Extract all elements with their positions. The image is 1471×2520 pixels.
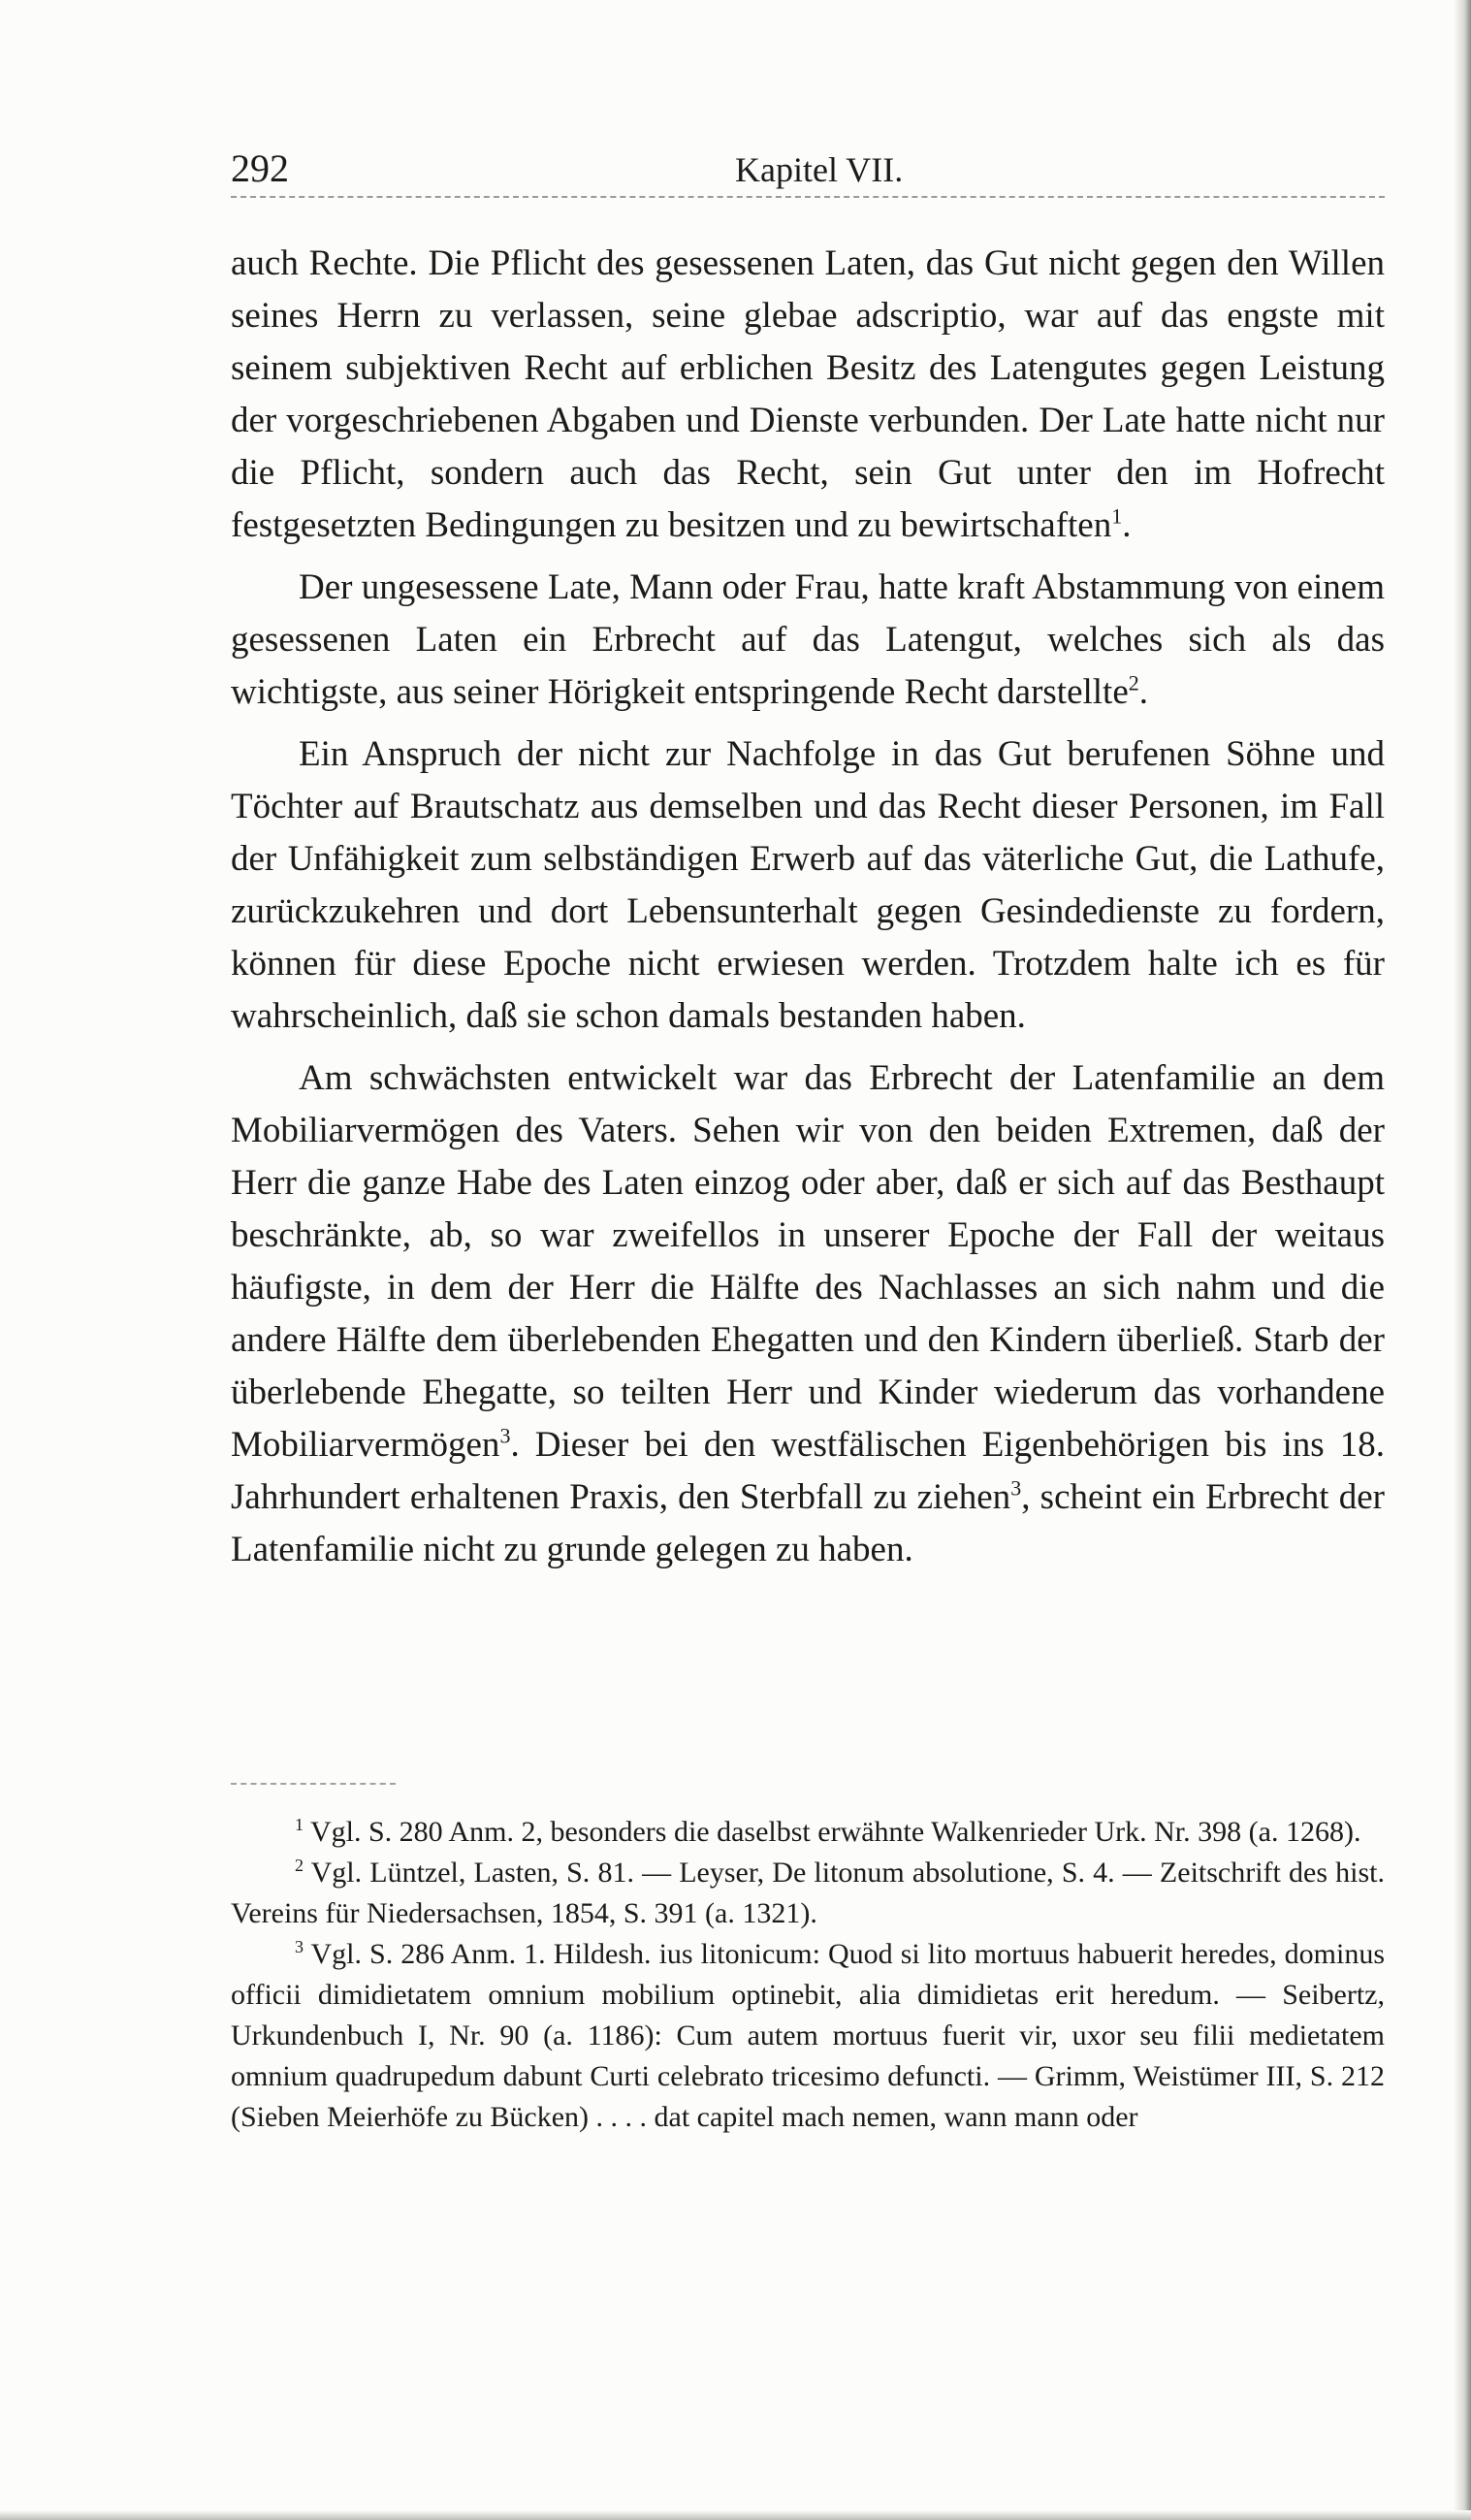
footnote (231, 1934, 1385, 2138)
paragraph-text: Am schwächsten entwickelt war das Erbrecht der Latenfamilie an dem Mobiliarvermögen des Vaters. Sehen wir von den beiden Extremen, daß der Herr die ganze Habe des Laten einzog oder aber, daß er sich auf das Besthaupt beschränkte, ab, so war zweifellos in unserer Epoche der Fall der weitaus häufigste, in dem der Herr die Hälfte des Nachlasses an sich nahm und die andere Hälfte dem überlebenden Ehegatten und den Kindern überließ. Starb der überlebende Ehegatte, so teilten Herr und Kinder wiederum das vorhandene Mobiliarvermögen (231, 1058, 1385, 1465)
paragraph-text: Der ungesessene Late, Mann oder Frau, hatte kraft Abstammung von einem gesessenen Laten ein Erbrecht auf das Latengut, welches sich als das wichtigste, aus seiner Hörigkeit entspringende Recht darstellte (231, 567, 1385, 712)
footnote-reference: 3 (1010, 1475, 1022, 1501)
paragraph-text: auch Rechte. Die Pflicht des gesessenen Laten, das Gut nicht gegen den Willen seines Herrn zu verlassen, seine glebae adscriptio, war auf das engste mit seinem subjektiven Recht auf erblichen Besitz des Latengutes gegen Leistung der vorgeschriebenen Abgaben und Dienste verbunden. Der Late hatte nicht nur die Pflicht, sondern auch das Recht, sein Gut unter den im Hofrecht festgesetzten Bedingungen zu besitzen und zu bewirtschaften (231, 243, 1385, 545)
page-header (231, 145, 1385, 204)
paragraph (231, 728, 1385, 1043)
page-edge-shadow (1454, 0, 1471, 2520)
punctuation: . (1138, 672, 1149, 712)
paragraph (231, 562, 1385, 719)
punctuation: . (1122, 505, 1132, 545)
paragraph-text: . Dieser bei den westfälischen Eigenbehörigen bis ins 18. Jahrhundert erhaltenen Praxis, den Sterbfall zu ziehen (231, 1425, 1385, 1517)
footnote-marker: 3 (295, 1937, 304, 1956)
paragraph-text: Ein Anspruch der nicht zur Nachfolge in das Gut berufenen Söhne und Töchter auf Brautschatz aus demselben und das Recht dieser Personen, im Fall der Unfähigkeit zum selbständigen Erwerb auf das väterliche Gut, die Lathufe, zurückzukehren und dort Lebensunterhalt gegen Gesindedienste zu fordern, können für diese Epoche nicht erwiesen werden. Trotzdem halte ich es für wahrscheinlich, daß sie schon damals bestanden haben. (231, 734, 1385, 1036)
paragraph-text: , scheint ein Erbrecht der Latenfamilie nicht zu grunde gelegen zu haben. (231, 1477, 1385, 1569)
main-text (231, 238, 1385, 1576)
footnote-text: Vgl. Lüntzel, Lasten, S. 81. — Leyser, De litonum absolutione, S. 4. — Zeitschrift des hist. Vereins für Niedersachsen, 1854, S. 391 (a. 1321). (231, 1857, 1385, 1929)
footnote-marker: 1 (295, 1815, 304, 1834)
footnote-separator (231, 1783, 396, 1785)
footnotes (231, 1812, 1385, 2138)
header-rule (231, 196, 1385, 198)
footnote-text: Vgl. S. 280 Anm. 2, besonders die daselbst erwähnte Walkenrieder Urk. Nr. 398 (a. 1268). (309, 1816, 1361, 1848)
page-number: 292 (231, 146, 289, 190)
footnote (231, 1853, 1385, 1934)
running-head: Kapitel VII. (735, 150, 904, 189)
footnote-text: Vgl. S. 286 Anm. 1. Hildesh. ius litonicum: Quod si lito mortuus habuerit heredes, dominus officii dimidietatem omnium mobilium optinebit, alia dimidietas erit heredum. — Seibertz, Urkundenbuch I, Nr. 90 (a. 1186): Cum autem mortuus fuerit vir, uxor seu filii medietatem omnium quadrupedum dabunt Curti celebrato tricesimo defuncti. — Grimm, Weistümer III, S. 212 (Sieben Meierhöfe zu Bücken) . . . . dat capitel mach nemen, wann mann oder (231, 1938, 1385, 2133)
footnote-reference: 2 (1128, 670, 1139, 695)
footnote-reference: 3 (499, 1423, 511, 1448)
paragraph (231, 238, 1385, 552)
footnote-marker: 2 (295, 1856, 304, 1875)
footnote (231, 1812, 1385, 1853)
paragraph (231, 1052, 1385, 1576)
page-bottom-shadow (0, 2510, 1471, 2520)
footnote-reference: 1 (1111, 503, 1123, 529)
